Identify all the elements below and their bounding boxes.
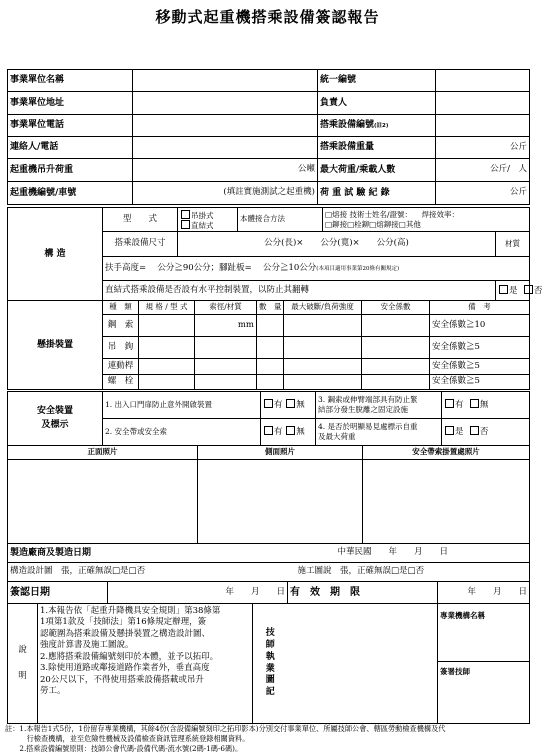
load-test-field[interactable]: 公斤 [436,182,530,205]
weld-line1[interactable]: □熔接 技術士姓名/證號： [325,209,412,219]
engineer-seal-area[interactable] [288,604,438,724]
rail-note: (本項目適用事業第20條有關規定) [316,265,400,272]
mount-photo-label: 安全帶索掛置處照片 [363,446,530,460]
equip-no-label [318,115,436,137]
susp-row-remark: 安全係數≧10 [430,315,530,337]
crane-load-field[interactable]: 公噸 [133,159,318,182]
notes-label-2: 明 [18,670,27,681]
item2-have-label: 有 [274,427,283,438]
body-joint-label: 本體接合方法 [238,208,323,232]
hanging-checkbox[interactable] [181,210,190,219]
direct-label: 直結式 [191,220,214,230]
type-label: 型 式 [103,208,178,232]
item4-yes-label: 是 [455,427,464,438]
unit-phone-field[interactable] [133,115,318,137]
item4-yes-checkbox[interactable] [445,426,454,435]
unit-address-field[interactable] [133,92,318,115]
susp-row-safety[interactable] [362,359,430,375]
unit-name-label: 事業單位名稱 [8,70,133,92]
owner-label: 負責人 [318,92,436,115]
susp-h-type: 種 類 [103,301,139,315]
susp-h-qty: 數 量 [257,301,284,315]
safety-item4 [316,419,442,446]
susp-row-type: 連動桿 [103,359,139,375]
weld-line2[interactable]: □鉚接□栓鉚□熔鉚接□其他 [325,219,421,229]
susp-row-safety[interactable] [362,375,430,390]
direct-yes-checkbox[interactable] [499,285,508,294]
sign-date-label: 簽認日期 [8,582,108,604]
signer-label: 簽署技師 [438,662,530,724]
safety-item2-choice [261,419,316,446]
susp-h-spec: 規 格 / 型 式 [139,301,195,315]
safety-item4-choice [442,419,530,446]
item2-none-label: 無 [296,427,305,438]
susp-row-safety[interactable] [362,315,430,337]
susp-row-spec[interactable] [139,315,195,337]
safety-item3-line2: 結部分發生脫離之固定設施 [318,405,408,414]
engineer-seal-text: 技 師 執 業 圖 記 [265,628,275,697]
equip-no-field[interactable] [436,115,530,137]
photos-table [7,445,530,544]
safety-table [7,391,530,446]
rail-row [103,257,530,281]
structure-table [7,207,542,301]
material-label: 材質 [496,232,530,257]
susp-row-mat[interactable] [195,337,257,359]
item1-none-label: 無 [296,400,305,411]
safety-label-2: 及標示 [41,419,69,430]
susp-h-break: 最大破斷/負荷強度 [284,301,362,315]
manufacturer-table [7,543,530,582]
valid-label: 有 效 期 限 [288,582,438,604]
unit-phone-label: 事業單位電話 [8,115,133,137]
safety-item1-choice [261,392,316,419]
susp-row-remark: 安全係數≧5 [430,359,530,375]
susp-row-break[interactable] [284,337,362,359]
owner-field[interactable] [436,92,530,115]
susp-row-spec[interactable] [139,359,195,375]
susp-row-type: 吊 鉤 [103,337,139,359]
item3-have-checkbox[interactable] [445,399,454,408]
size-label: 搭乘設備尺寸 [103,232,178,257]
suspension-label: 懸掛裝置 [8,301,103,390]
susp-row-qty[interactable] [257,337,284,359]
footnote-1: 註：1.本報告1式5份，1份留存專業機構，其餘4份(含設備編號刻印之拓印影本)分別交付事業單位、所屬技師公會、轄區勞動檢查機構及代 [5,724,446,733]
direct-yes-label: 是 [509,285,518,296]
note-line: 3.除使用道路或鄰接道路作業者外，垂直高度 [40,663,210,674]
susp-row-qty[interactable] [257,359,284,375]
item2-have-checkbox[interactable] [264,426,273,435]
type-options [178,208,238,232]
direct-control-choice [496,281,542,301]
header-table [7,69,530,205]
crane-load-label: 起重機吊升荷重 [8,159,133,182]
item3-have-label: 有 [455,400,464,411]
susp-h-remark: 備 考 [430,301,530,315]
susp-row-qty[interactable] [257,375,284,390]
engineer-seal-label [253,604,288,724]
safety-item3 [316,392,442,419]
suspension-table [7,300,530,390]
footnote-1b: 行檢查機構，並至危險性機械及設備檢查資訊管理系統登錄相關資料。 [5,734,250,743]
susp-row-qty[interactable] [257,315,284,337]
susp-h-safety: 安全係數 [362,301,430,315]
contact-label: 連絡人/電話 [8,137,133,159]
side-photo-area[interactable] [198,460,363,544]
direct-no-checkbox[interactable] [524,285,533,294]
item3-none-checkbox[interactable] [470,399,479,408]
unified-no-field[interactable] [436,70,530,92]
item3-none-label: 無 [479,400,489,411]
note-line: 強度計算書及施工圖說。 [40,640,134,651]
susp-row-mat[interactable]: mm [195,315,257,337]
side-photo-label: 側面照片 [198,446,363,460]
safety-label [8,392,103,446]
size-value[interactable]: 公分(長)× 公分(寬)× 公分(高) [178,232,496,257]
susp-row-break[interactable] [284,315,362,337]
safety-label-1: 安全裝置 [36,406,73,416]
note-line: 1項第1款及「技師法」第16條規定辦理，簽 [40,617,207,628]
max-load-label: 最大荷重/乘載人數 [318,159,436,182]
load-test-label: 荷 重 試 驗 紀 錄 [318,182,436,205]
safety-item2: 2. 安全帶或安全索 [103,419,261,446]
notes-table [7,603,530,724]
design-drawing[interactable]: 構造設計圖 張，正確無誤□是□否 [8,563,298,582]
susp-row-mat[interactable] [195,359,257,375]
notes-list [38,604,253,724]
susp-row-type: 螺 栓 [103,375,139,390]
safety-item1: 1. 出入口門扉防止意外開啟裝置 [103,392,261,419]
note-line: 2.應將搭乘設備編號刻印於本體，並予以拓印。 [40,651,219,662]
susp-row-remark: 安全係數≧5 [430,337,530,359]
crane-id-label: 起重機編號/車號 [8,182,133,205]
direct-checkbox[interactable] [181,220,190,229]
weld-info [323,208,530,232]
sign-table [7,581,530,604]
rail-text[interactable]: 扶手高度= 公分≧90公分；腳趾板= 公分≧10公分 [105,262,317,273]
susp-row-break[interactable] [284,359,362,375]
safety-item4-line2: 及最大荷重 [318,432,356,441]
safety-item4-line1: 4. 是否於明顯易見處標示自重 [318,422,418,432]
manufacturer-label: 製造廠商及製造日期 [8,544,298,563]
item1-have-label: 有 [274,400,283,411]
note-line: 勞工。 [40,686,66,697]
susp-row-type: 鋼 索 [103,315,139,337]
note-line: 認範圍為搭乘設備及懸掛裝置之構造設計圖、 [40,628,211,639]
susp-row-spec[interactable] [139,375,195,390]
notes-label [8,604,38,724]
unified-no-label: 統一編號 [318,70,436,92]
direct-no-label: 否 [533,285,542,296]
safety-item3-choice [442,392,530,419]
sign-date-value[interactable]: 年 月 日 [108,582,288,604]
valid-value[interactable]: 年 月 日 [438,582,530,604]
unit-address-label: 事業單位地址 [8,92,133,115]
susp-row-mat[interactable] [195,375,257,390]
mount-photo-area[interactable] [363,460,530,544]
susp-h-mat: 索徑/材質 [195,301,257,315]
max-load-field[interactable]: 公斤/ 人 [436,159,530,182]
item1-have-checkbox[interactable] [264,399,273,408]
construct-drawing[interactable]: 施工圖說 張，正確無誤□是□否 [298,563,530,582]
office-name-label: 專業機構名稱 [438,604,530,662]
susp-row-safety[interactable] [362,337,430,359]
note-line: 20公尺以下，不得使用搭乘設備搭載或吊升 [40,674,204,685]
direct-control-text: 直結式搭乘設備是否設有水平控制裝置，以防止其翻轉 [103,281,496,301]
note-line: 1.本報告依「起重升降機具安全規則」第38條第 [40,606,221,616]
item4-no-checkbox[interactable] [470,426,479,435]
item2-none-checkbox[interactable] [286,426,295,435]
unit-name-field[interactable] [133,70,318,92]
susp-row-remark: 安全係數≧5 [430,375,530,390]
contact-field[interactable] [133,137,318,159]
front-photo-label: 正面照片 [8,446,198,460]
structure-label: 構 造 [8,208,103,301]
crane-id-field[interactable]: (填註實施測試之起重機) [133,182,318,205]
hanging-label: 吊掛式 [191,210,214,220]
weld-rate[interactable]: 焊接效率： [421,209,460,219]
page-title: 移動式起重機搭乘設備簽認報告 [155,8,380,26]
footnote-2: 2.搭乘設備編號原則：技師公會代碼-設備代碼-流水號(2碼-1碼-6碼)。 [5,744,243,753]
safety-item3-line1: 3. 鋼索或伸臂端部具有防止緊 [318,395,418,405]
equip-weight-label: 搭乘設備重量 [318,137,436,159]
equip-weight-field[interactable]: 公斤 [436,137,530,159]
equip-no-text: 搭乘設備編號 [320,120,375,131]
manufacturer-date[interactable]: 中華民國 年 月 日 [298,544,530,563]
item4-no-label: 否 [479,427,489,438]
susp-row-spec[interactable] [139,337,195,359]
notes-label-1: 說 [18,645,27,655]
item1-none-checkbox[interactable] [286,399,295,408]
equip-no-sup: (註2) [374,123,389,130]
susp-row-break[interactable] [284,375,362,390]
front-photo-area[interactable] [8,460,198,544]
